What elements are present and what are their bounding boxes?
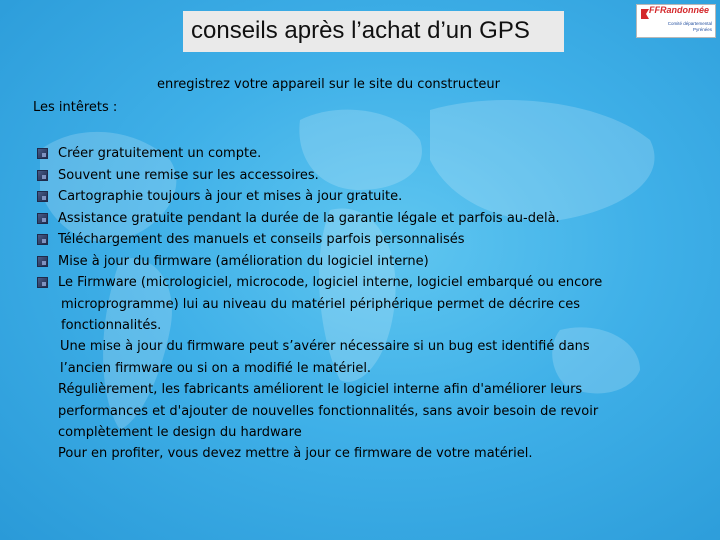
logo-name: FFRandonnée	[649, 5, 709, 15]
list-item: Créer gratuitement un compte.	[36, 143, 706, 165]
bullet-box-icon	[37, 170, 48, 181]
subtitle: enregistrez votre appareil sur le site du constructeur	[157, 77, 500, 92]
benefits-list	[36, 143, 706, 337]
paragraph-firmware-update: Une mise à jour du firmware peut s’avérer nécessaire si un bug est identifié dans l’ancien firmware ou si on a modifié le matériel.	[60, 339, 590, 376]
bullet-box-icon	[37, 213, 48, 224]
list-item: Assistance gratuite pendant la durée de la garantie légale et parfois au-delà.	[36, 208, 706, 230]
paragraph-manufacturers: Régulièrement, les fabricants améliorent le logiciel interne afin d'améliorer leurs performances et d'ajouter de nouvelles fonctionnalités, sans avoir besoin de revoir complètement le design du hardware	[58, 382, 599, 440]
list-item: Souvent une remise sur les accessoires.	[36, 165, 706, 187]
logo-subtitle-2: Pyrénées	[692, 27, 712, 32]
ffrandonnee-logo	[636, 4, 716, 38]
bullet-box-icon	[37, 277, 48, 288]
section-label: Les intêrets :	[33, 100, 118, 115]
list-item: Cartographie toujours à jour et mises à jour gratuite.	[36, 186, 706, 208]
paragraph-how-to: Pour en profiter, vous devez mettre à jour ce firmware de votre matériel.	[58, 446, 533, 461]
list-item-firmware: Le Firmware (micrologiciel, microcode, logiciel interne, logiciel embarqué ou encore microprogramme) lui au niveau du matériel périphérique permet de décrire ces fonctionnalités.	[36, 272, 706, 337]
list-item: Mise à jour du firmware (amélioration du logiciel interne)	[36, 251, 706, 273]
bullet-box-icon	[37, 256, 48, 267]
bullet-box-icon	[37, 148, 48, 159]
logo-subtitle-1: Comité départemental	[667, 21, 712, 26]
page-title: conseils après l’achat d’un GPS	[183, 11, 564, 52]
list-item: Téléchargement des manuels et conseils parfois personnalisés	[36, 229, 706, 251]
bullet-box-icon	[37, 234, 48, 245]
bullet-box-icon	[37, 191, 48, 202]
